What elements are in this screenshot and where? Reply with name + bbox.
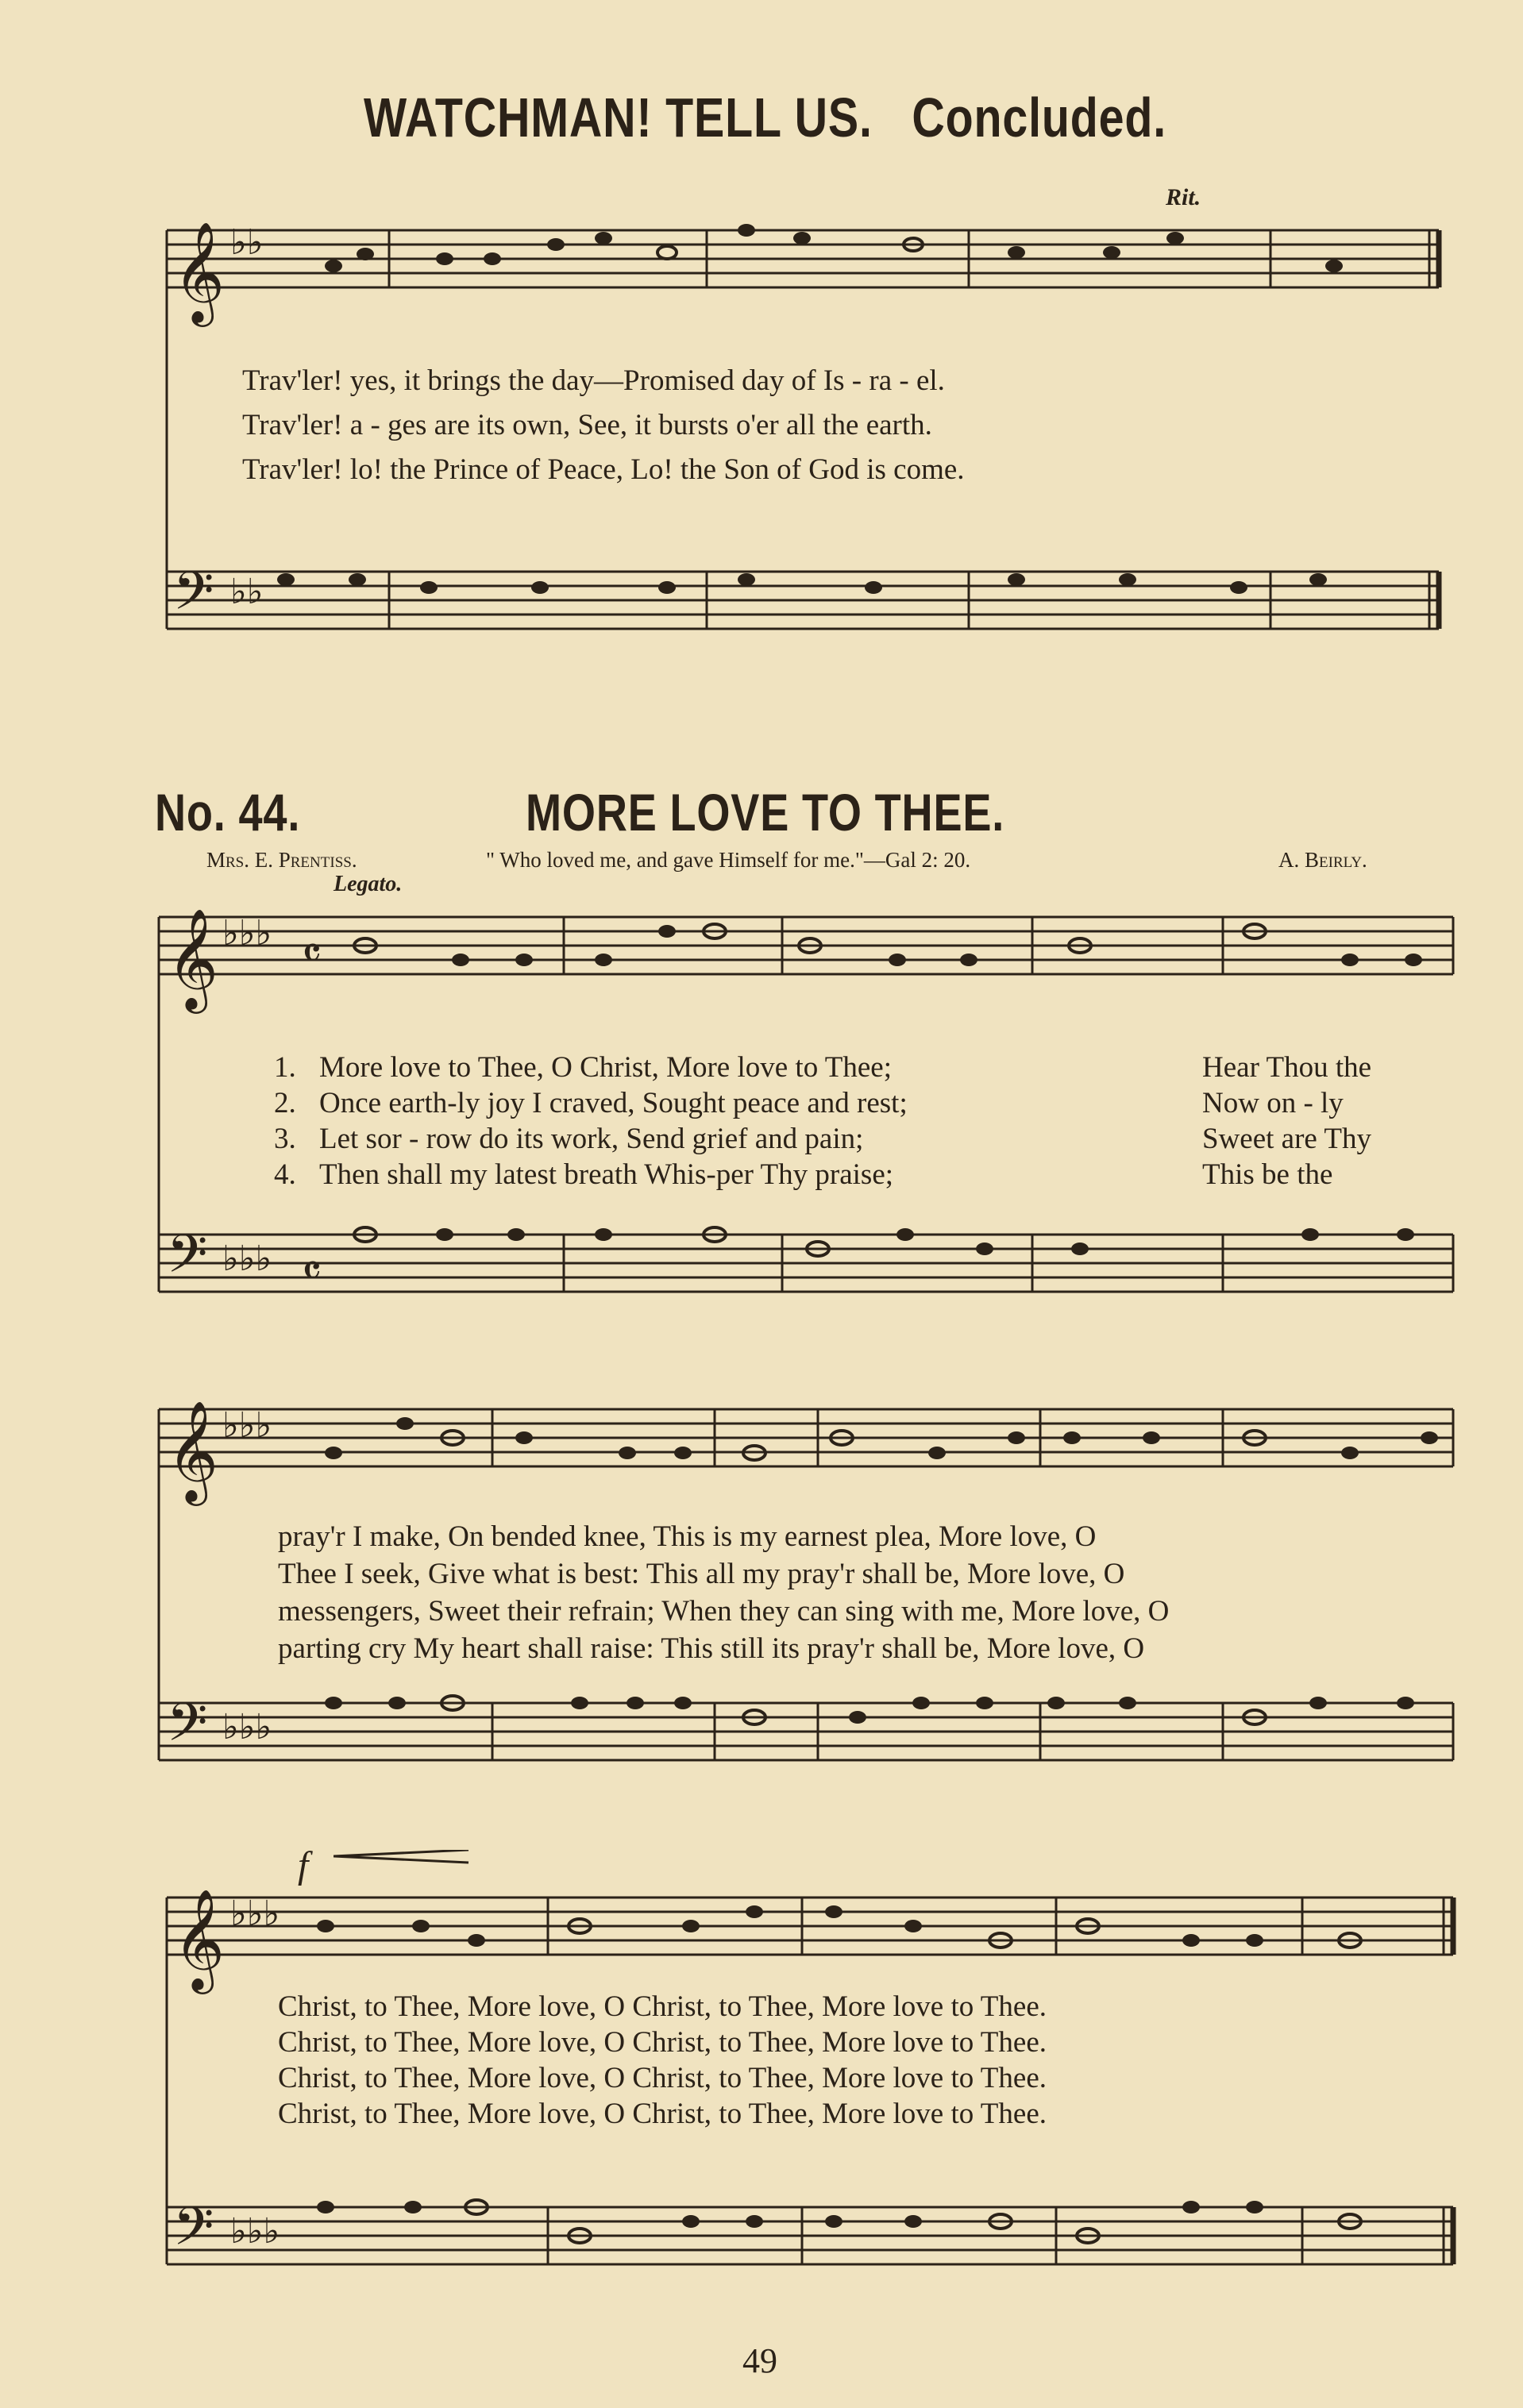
svg-text:𝄢: 𝄢 [173, 561, 214, 634]
svg-text:♭♭♭: ♭♭♭ [230, 1894, 280, 1934]
lyric-line: Thee I seek, Give what is best: This all my pray'r shall be, More love, O [278, 1558, 1125, 1590]
svg-text:𝄴: 𝄴 [302, 1246, 322, 1297]
lyrics-block-b [278, 1518, 1169, 1667]
svg-text:♭♭: ♭♭ [230, 222, 264, 263]
dynamic-forte: f [298, 1844, 309, 1886]
svg-text:♭♭♭: ♭♭♭ [222, 1707, 272, 1747]
verse-numbers [274, 1050, 296, 1192]
svg-text:𝄞: 𝄞 [167, 1400, 219, 1501]
lyric-line: Christ, to Thee, More love, O Christ, to Thee, More love to Thee. [278, 1990, 1047, 2023]
lyric-line: Christ, to Thee, More love, O Christ, to Thee, More love to Thee. [278, 2026, 1047, 2059]
svg-text:♭♭♭: ♭♭♭ [222, 913, 272, 954]
lyric-line: Then shall my latest breath Whis-per Thy praise; [319, 1158, 894, 1191]
scripture-reference: " Who loved me, and gave Himself for me."—Gal 2: 20. [486, 848, 971, 872]
lyric-line: Now on - ly [1202, 1087, 1344, 1119]
lyric-line: Christ, to Thee, More love, O Christ, to Thee, More love to Thee. [278, 2098, 1047, 2130]
composer: A. Beirly. [1278, 848, 1367, 872]
svg-text:♭♭♭: ♭♭♭ [222, 1239, 272, 1279]
svg-text:𝄞: 𝄞 [173, 221, 226, 322]
lyric-line: parting cry My heart shall raise: This still its pray'r shall be, More love, O [278, 1632, 1145, 1665]
title-text: WATCHMAN! TELL US. [364, 87, 873, 148]
hymn-number: No. 44. [155, 783, 301, 842]
svg-text:𝄞: 𝄞 [173, 1888, 226, 1990]
lyric-line: Once earth-ly joy I craved, Sought peace and rest; [319, 1087, 908, 1119]
svg-text:𝄢: 𝄢 [173, 2196, 214, 2270]
lyric-line: pray'r I make, On bended knee, This is my earnest plea, More love, O [278, 1520, 1097, 1553]
svg-text:♭♭♭: ♭♭♭ [222, 1405, 272, 1446]
title-concluded: Concluded. [912, 87, 1167, 148]
svg-text:𝄢: 𝄢 [167, 1692, 208, 1766]
lyric-line: Trav'ler! yes, it brings the day—Promised day of Is - ra - el. [242, 364, 945, 397]
lyric-line: Christ, to Thee, More love, O Christ, to Thee, More love to Thee. [278, 2062, 1047, 2094]
staff-treble-3 [159, 1400, 1453, 1506]
verse-number: 3. [274, 1123, 296, 1155]
lyric-line: messengers, Sweet their refrain; When they can sing with me, More love, O [278, 1595, 1170, 1628]
svg-text:𝄴: 𝄴 [302, 928, 322, 980]
lyrics-block-c [278, 1989, 1047, 2132]
lyric-line: Hear Thou the [1202, 1051, 1372, 1084]
hymn-title-more-love: MORE LOVE TO THEE. [526, 783, 1005, 842]
page-number: 49 [742, 2341, 777, 2380]
svg-text:♭♭: ♭♭ [230, 572, 264, 612]
lyrics-watchman [242, 359, 965, 492]
lyric-line: Trav'ler! a - ges are its own, See, it bursts o'er all the earth. [242, 409, 932, 441]
svg-text:𝄞: 𝄞 [167, 907, 219, 1009]
lyric-line: More love to Thee, O Christ, More love to Thee; [319, 1051, 893, 1084]
lyrics-block-a [319, 1050, 908, 1192]
verse-number: 4. [274, 1158, 296, 1191]
tempo-marking: Legato. [334, 872, 403, 896]
lyric-line: This be the [1202, 1158, 1333, 1191]
lyric-line: Trav'ler! lo! the Prince of Peace, Lo! the Son of God is come. [242, 453, 965, 486]
lyricist: Mrs. E. Prentiss. [206, 848, 357, 872]
svg-text:♭♭♭: ♭♭♭ [230, 2211, 280, 2252]
verse-number: 2. [274, 1087, 296, 1119]
verse-number: 1. [274, 1051, 296, 1084]
lyric-line: Sweet are Thy [1202, 1123, 1372, 1155]
lyric-line: Let sor - row do its work, Send grief and pain; [319, 1123, 864, 1155]
lyrics-block-a-end [1202, 1050, 1371, 1192]
svg-text:𝄢: 𝄢 [167, 1223, 208, 1297]
decrescendo-hairpin [334, 1850, 476, 1882]
ritardando-marking: Rit. [1166, 184, 1201, 210]
